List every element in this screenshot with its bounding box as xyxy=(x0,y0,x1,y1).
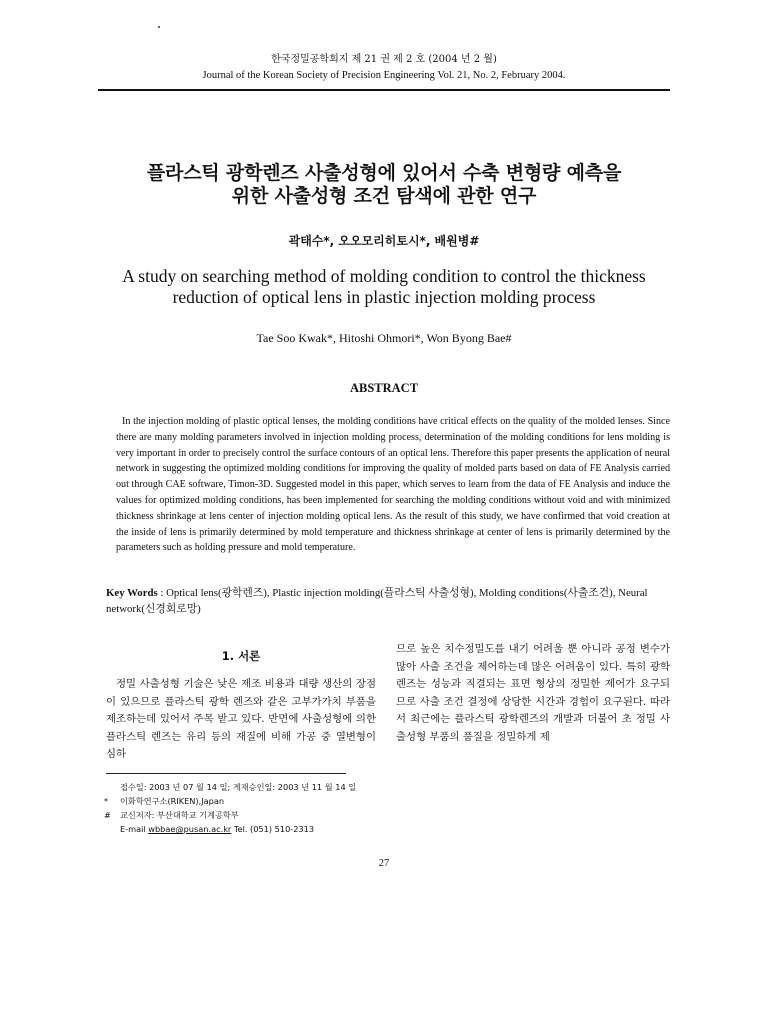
keywords-label: Key Words xyxy=(106,587,158,599)
authors-korean: 곽태수*, 오오모리히토시*, 배원병# xyxy=(288,234,480,248)
section-heading: 1. 서론 xyxy=(221,649,261,663)
body-left-column: 정밀 사출성형 기술은 낮은 제조 비용과 대량 생산의 장점이 있으므로 플라스틱 광학 렌즈와 같은 고부가가치 부품을 제조하는데 있어서 주목 받고 있다. 반면에 사출성형에 의한 플라스틱 렌즈는 유리 등의 재질에 비해 가공 중 열변형이 심하 xyxy=(106,678,376,760)
stray-dot xyxy=(158,26,160,28)
footnote-received: 접수일: 2003 년 07 월 14 일; 게재승인일: 2003 년 11 월 14 일 xyxy=(120,782,357,792)
abstract-heading: ABSTRACT xyxy=(349,381,419,395)
email-link[interactable]: wbbae@pusan.ac.kr xyxy=(148,824,232,834)
title-english: A study on searching method of molding condition to control the thickness reduction of optical lens in plastic injection molding process xyxy=(122,266,646,307)
title-korean: 플라스틱 광학렌즈 사출성형에 있어서 수축 변형량 예측을 위한 사출성형 조건 탐색에 관한 연구 xyxy=(146,162,622,207)
telephone: Tel. (051) 510-2313 xyxy=(233,824,315,834)
email-label: E-mail xyxy=(120,824,146,834)
header-rule xyxy=(98,89,670,91)
footnote-affiliation-2: # 교신저자: 부산대학교 기계공학부 xyxy=(104,810,239,820)
authors-english: Tae Soo Kwak*, Hitoshi Ohmori*, Won Byong Bae# xyxy=(256,331,512,345)
body-right-column: 므로 높은 치수정밀도를 내기 어려울 뿐 아니라 공정 변수가 많아 사출 조건을 제어하는데 많은 어려움이 있다. 특히 광학 렌즈는 성능과 직결되는 표면 형상의 정밀한 제어가 요구되므로 사출 조건 결정에 상당한 시간과 경험이 요구된다. 따라서 최근에는 플라스틱 광학렌즈의 개발과 더불어 초 정밀 사출성형 부품의 품질을 정밀하게 제 xyxy=(396,643,670,743)
abstract-text: In the injection molding of plastic optical lenses, the molding conditions have critical effects on the quality of the molded lenses. Since there are many molding parameters involved in injection molding process, determination of the molding conditions for lens molding is very important in order to precisely control the surface contours of an optical lens. Therefore this paper presents the application of neural network in suggesting the optimized molding conditions for improving the quality of molded parts based on data of FE Analysis carried out through CAE software, Timon-3D. Suggested model in this paper, which serves to learn from the data of FE Analysis and induce the values for optimized molding conditions, has been implemented for searching the molding conditions without void and with minimized thickness shrinkage at lens center of injection molding optical lens. As the result of this study, we have confirmed that void creation at the inside of lens is primarily determined by mold temperature and thickness shrinkage at center of lens is primarily determined by the parameters such as holding pressure and mold temperature. xyxy=(116,416,670,554)
journal-header-korean: 한국정밀공학회지 제 21 권 제 2 호 (2004 년 2 월) xyxy=(271,54,497,65)
footnote-rule xyxy=(106,773,346,774)
journal-header-english: Journal of the Korean Society of Precision Engineering Vol. 21, No. 2, February 2004. xyxy=(202,70,566,81)
page-number: 27 xyxy=(378,858,390,869)
keywords xyxy=(106,585,672,617)
keywords-text: : Optical lens(광학렌즈), Plastic injection molding(플라스틱 사출성형), Molding conditions(사출조건), Neural network(신경회로망) xyxy=(106,587,648,615)
footnote-contact xyxy=(104,822,404,836)
footnote-affiliation-1: * 이화학연구소(RIKEN),Japan xyxy=(104,796,225,806)
